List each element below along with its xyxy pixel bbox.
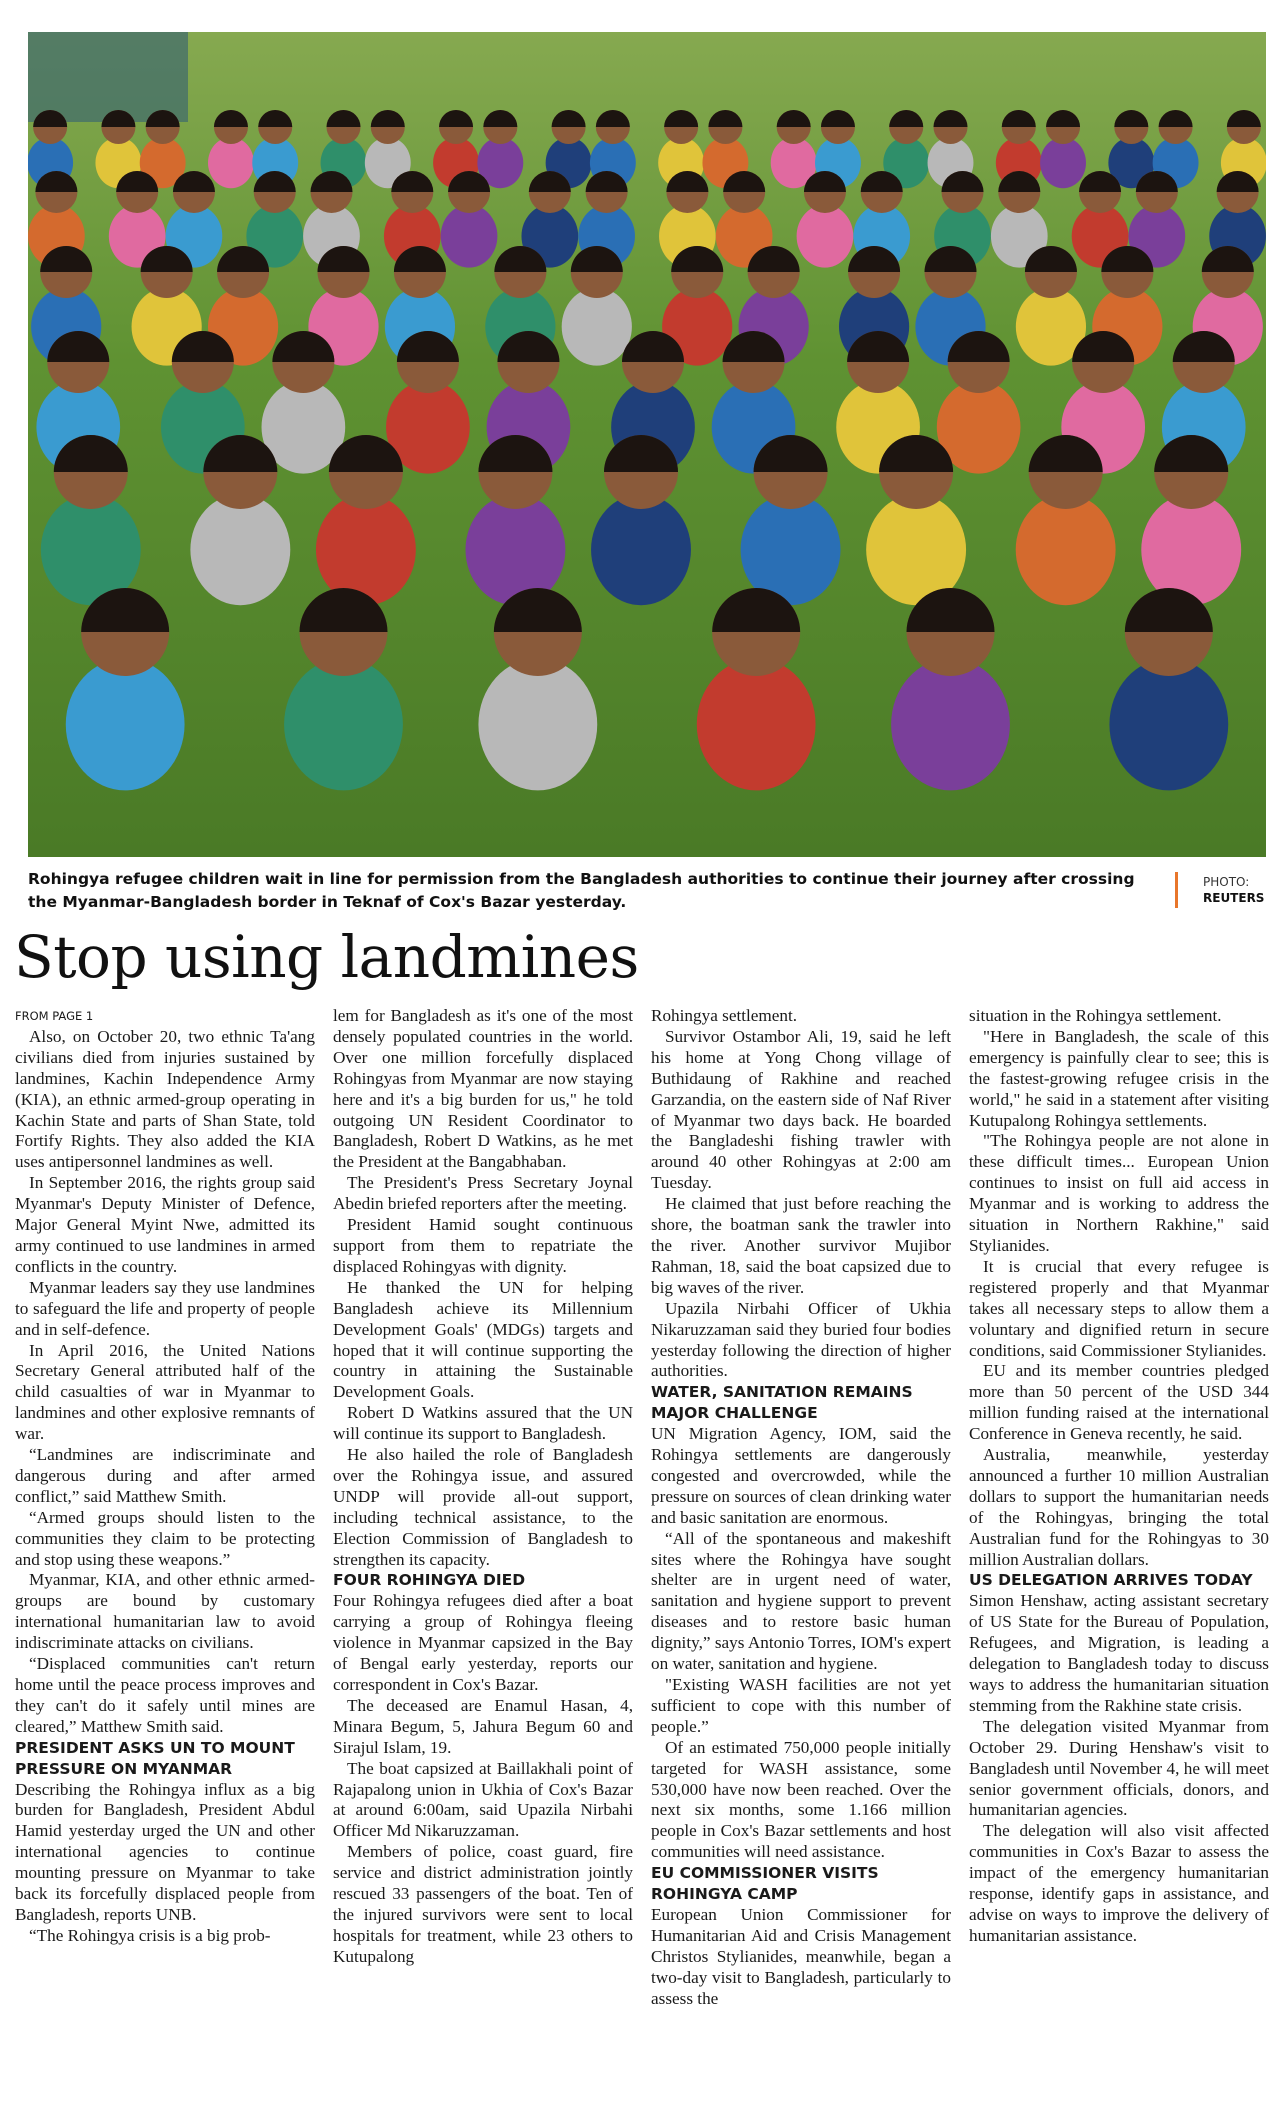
paragraph: Myanmar, KIA, and other ethnic armed-groups are bound by customary international humanitarian law to avoid indiscriminate attacks on civilians.: [15, 1570, 315, 1653]
paragraph: In April 2016, the United Nations Secretary General attributed half of the child casualties of war in Myanmar to landmines and other explosive remnants of war.: [15, 1340, 315, 1444]
child-figure-body: [208, 137, 254, 188]
photo-caption: Rohingya refugee children wait in line for permission from the Bangladesh authorities to continue their journey after crossing the Myanmar-Bangladesh border in Teknaf of Cox's Bazar yesterday.: [28, 870, 1135, 911]
paragraph: Australia, meanwhile, yesterday announced a further 10 million Australian dollars to support the humanitarian needs of the Rohingyas, bringing the total Australian fund for the Rohingyas to 30 million Australian dollars.: [969, 1445, 1269, 1569]
paragraph: Survivor Ostambor Ali, 19, said he left his home at Yong Chong village of Buthidaung of Rakhine and reached Garzandia, on the eastern side of Naf River of Myanmar two days back. He boarded the Bangladeshi fishing trawler with around 40 other Rohingyas at 2:00 am Tuesday.: [651, 1026, 951, 1193]
child-figure-body: [697, 658, 816, 790]
paragraph: President Hamid sought continuous support from them to repatriate the displaced Rohingyas with dignity.: [333, 1215, 633, 1276]
headline: Stop using landmines: [14, 923, 639, 991]
paragraph: The deceased are Enamul Hasan, 4, Minara Begum, 5, Jahura Begum 60 and Sirajul Islam, 19.: [333, 1695, 633, 1757]
child-figure-body: [1040, 137, 1086, 188]
child-figure-body: [591, 494, 691, 605]
paragraph: situation in the Rohingya settlement.: [969, 1006, 1222, 1025]
paragraph: "Existing WASH facilities are not yet sufficient to cope with this number of people.”: [651, 1675, 951, 1736]
paragraph: EU and its member countries pledged more than 50 percent of the USD 344 million funding raised at the international Conference in Geneva recently, he said.: [969, 1361, 1269, 1444]
child-figure-body: [1141, 494, 1241, 605]
paragraph: lem for Bangladesh as it's one of the most densely populated countries in the world. Over one million forcefully displaced Rohingyas from Myanmar are now staying here and it's a big burden for us," he told outgoing UN Resident Coordinator to Bangladesh, Robert D Watkins, as he met the President at the Bangabhaban.: [333, 1006, 633, 1172]
article-column-1: [15, 1006, 315, 2096]
child-figure-body: [284, 658, 403, 790]
child-figure-body: [66, 658, 185, 790]
paragraph: Simon Henshaw, acting assistant secretary of US State for the Bureau of Population, Refugees, and Migration, is leading a delegation to Bangladesh today to discuss ways to address the humanitarian situation stemming from the Rakhine state crisis.: [969, 1591, 1269, 1715]
paragraph: Robert D Watkins assured that the UN will continue its support to Bangladesh.: [333, 1403, 633, 1444]
paragraph: UN Migration Agency, IOM, said the Rohingya settlements are dangerously congested and overcrowded, while the pressure on sources of clean drinking water and basic sanitation are enormous.: [651, 1424, 951, 1527]
paragraph: He thanked the UN for helping Bangladesh achieve its Millennium Development Goals' (MDGs) targets and hoped that it will continue supporting the country in attaining the Sustainable Development Goals.: [333, 1277, 633, 1402]
child-figure-body: [478, 658, 597, 790]
paragraph: Also, on October 20, two ethnic Ta'ang civilians died from injuries sustained by landmines, Kachin Independence Army (KIA), an ethnic armed-group operating in Kachin State and parts of Shan State, told Fortify Rights. They also added the KIA uses antipersonnel landmines as well.: [15, 1026, 315, 1172]
paragraph: Describing the Rohingya influx as a big burden for Bangladesh, President Abdul Hamid yesterday urged the UN and other international agencies to continue mounting pressure on Myanmar to take back its forcefully displaced people from Bangladesh, reports UNB.: [15, 1779, 315, 1924]
paragraph: “Displaced communities can't return home until the peace process improves and they can't do it safely until mines are cleared,” Matthew Smith said.: [15, 1654, 315, 1736]
child-figure-body: [316, 494, 416, 605]
paragraph: The boat capsized at Baillakhali point of Rajapalong union in Ukhia of Cox's Bazar at around 6:00am, said Upazila Nirbahi Officer Md Nikaruzzaman.: [333, 1758, 633, 1841]
photo-credit-label: PHOTO:: [1203, 875, 1250, 889]
paragraph: He also hailed the role of Bangladesh over the Rohingya issue, and assured UNDP will provide all-out support, including technical assistance, to the Election Commission of Bangladesh to strengthen its capacity.: [333, 1445, 633, 1569]
paragraph: European Union Commissioner for Humanitarian Aid and Crisis Management Christos Stylianides, meanwhile, began a two-day visit to Bangladesh, particularly to assess the: [651, 1904, 951, 2008]
paragraph: The delegation visited Myanmar from October 29. During Henshaw's visit to Bangladesh until November 4, he will meet senior government officials, donors, and humanitarian agencies.: [969, 1716, 1269, 1820]
paragraph: The delegation will also visit affected communities in Cox's Bazar to assess the impact of the emergency humanitarian response, identify gaps in assistance, and advise on ways to improve the delivery of humanitarian assistance.: [969, 1821, 1269, 1945]
photo-credit-source: REUTERS: [1203, 891, 1265, 905]
credit-accent-bar: [1175, 872, 1178, 908]
child-figure-body: [562, 288, 632, 366]
paragraph: “All of the spontaneous and makeshift sites where the Rohingya have sought shelter are in urgent need of water, sanitation and hygiene support to prevent diseases and to restore basic human dignity,” says Antonio Torres, IOM's expert on water, sanitation and hygiene.: [651, 1528, 951, 1674]
paragraph: "Here in Bangladesh, the scale of this emergency is painfully clear to see; this is the fastest-growing refugee crisis in the world," he said in a statement after visiting Kutupalong Rohingya settlements.: [969, 1026, 1269, 1130]
subheading: WATER, SANITATION REMAINS MAJOR CHALLENGE: [651, 1383, 913, 1423]
child-figure-body: [1109, 658, 1228, 790]
jump-line: FROM PAGE 1: [15, 1009, 94, 1023]
paragraph: "The Rohingya people are not alone in these difficult times... European Union continues to insist on full aid access in Myanmar and is working to address the situation in Northern Rakhine," said Stylianides.: [969, 1131, 1269, 1255]
paragraph: “Landmines are indiscriminate and dangerous during and after armed conflict,” said Matthew Smith.: [15, 1445, 315, 1506]
photo-credit: [1203, 874, 1278, 906]
child-figure-body: [190, 494, 290, 605]
subheading: US DELEGATION ARRIVES TODAY: [969, 1571, 1253, 1590]
child-figure-body: [465, 494, 565, 605]
subheading: FOUR ROHINGYA DIED: [333, 1571, 526, 1590]
paragraph: “Armed groups should listen to the communities they claim to be protecting and stop using these weapons.”: [15, 1507, 315, 1569]
paragraph: Myanmar leaders say they use landmines to safeguard the life and property of people and in self-defence.: [15, 1277, 315, 1339]
paragraph: He claimed that just before reaching the shore, the boatman sank the trawler into the river. Another survivor Mujibor Rahman, 18, said the boat capsized due to big waves of the river.: [651, 1194, 951, 1297]
article-column-4: [969, 1006, 1269, 2096]
paragraph: “The Rohingya crisis is a big prob-: [29, 1925, 271, 1945]
child-figure-body: [1016, 494, 1116, 605]
paragraph: Members of police, coast guard, fire service and district administration jointly rescued 33 passengers of the boat. Ten of the injured survivors were sent to local hospitals for treatment, while 23 others to Kutupalong: [333, 1842, 633, 1966]
paragraph: The President's Press Secretary Joynal Abedin briefed reporters after the meeting.: [333, 1173, 633, 1214]
paragraph: Of an estimated 750,000 people initially targeted for WASH assistance, some 530,000 have now been reached. Over the next six months, some 1.166 million people in Cox's Bazar settlements and host communities will need assistance.: [651, 1737, 951, 1862]
paragraph: Upazila Nirbahi Officer of Ukhia Nikaruzzaman said they buried four bodies yesterday following the direction of higher authorities.: [651, 1298, 951, 1381]
paragraph: Four Rohingya refugees died after a boat carrying a group of Rohingya fleeing violence in Myanmar capsized in the Bay of Bengal early yesterday, reports our correspondent in Cox's Bazar.: [333, 1591, 633, 1694]
child-figure-body: [891, 658, 1010, 790]
article-column-3: [651, 1006, 951, 2096]
subheading: EU COMMISSIONER VISITS ROHINGYA CAMP: [651, 1864, 879, 1904]
paragraph: In September 2016, the rights group said Myanmar's Deputy Minister of Defence, Major General Myint Nwe, admitted its army continued to use landmines in armed conflicts in the country.: [15, 1173, 315, 1276]
news-photo: [28, 32, 1266, 857]
paragraph: Rohingya settlement.: [651, 1006, 798, 1025]
article-column-2: [333, 1006, 633, 2096]
paragraph: It is crucial that every refugee is registered properly and that Myanmar takes all necessary steps to allow them a voluntary and dignified return in secure conditions, said Commissioner Stylianides.: [969, 1256, 1269, 1360]
children-photo-illustration: [28, 32, 1266, 857]
child-figure-body: [797, 205, 854, 268]
subheading: PRESIDENT ASKS UN TO MOUNT PRESSURE ON MYANMAR: [15, 1738, 295, 1778]
child-figure-body: [441, 205, 498, 268]
